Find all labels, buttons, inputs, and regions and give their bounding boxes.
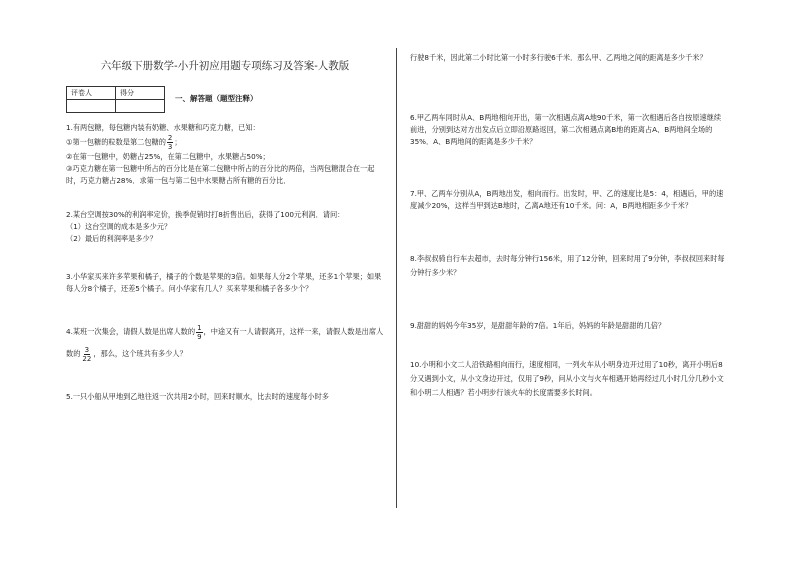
question-10: 10.小明和小文二人沿铁路相向而行，速度相同，一列火车从小明身边开过用了10秒，离开小明后8分又遇到小文，从小文身边开过，仅用了9秒，问从小文与火车相遇开始再经过几小时几分几秒小文和小明二人相遇？若小明步行该火车的长度需要多长时间。 [410, 360, 724, 397]
q1-condition-3: ③巧克力糖在第一包糖中所占的百分比是在第二包糖中所占的百分比的两倍，当两包糖混合在一起时，巧克力糖占28%．求第一包与第二包中水果糖占所有糖的百分比． [66, 164, 375, 185]
q5-stem: 5.一只小船从甲地到乙地往返一次共用2小时，回来时顺水，比去时的速度每小时多 [66, 392, 329, 401]
q4-fraction-2 [81, 346, 92, 363]
header-row [66, 84, 384, 114]
section-heading: 一、解答题（题型注释） [175, 94, 258, 103]
q2-sub-1: （1）这台空调的成本是多少元？ [66, 222, 172, 231]
q3-stem: 3.小华家买来许多苹果和橘子，橘子的个数是苹果的3倍。如果每人分2个苹果，还多1个苹果；如果每人分8个橘子，还差5个橘子。问小华家有几人？买来苹果和橘子各多少个？ [66, 272, 382, 293]
question-8: 8.李叔叔骑自行车去超市，去时每分钟行156米，用了12分钟，回来时用了9分钟，李叔叔回来时每分钟行多少米？ [410, 254, 725, 277]
q1-condition-1 [66, 134, 384, 151]
score-cell [116, 99, 165, 112]
q4-post: ，那么，这个班共有多少人？ [93, 349, 187, 358]
score-label: 得分 [116, 86, 165, 99]
q4-fraction-2-den: 22 [82, 354, 92, 363]
q4-fraction-1-num: 1 [197, 323, 202, 332]
column-divider [396, 48, 397, 508]
q1-stem: 1.有两包糖，每包糖内装有奶糖、水果糖和巧克力糖，已知： [66, 123, 260, 132]
score-table [66, 86, 165, 113]
question-1 [66, 122, 384, 187]
grader-label: 评卷人 [67, 86, 116, 99]
q4-fraction-1-den: 9 [197, 332, 202, 341]
q5-continued: 行驶8千米，因此第二小时比第一小时多行驶6千米．那么甲、乙两地之间的距离是多少千米？ [410, 53, 707, 62]
q1-cond1-text: ①第一包糖的粒数是第二包糖的 [66, 137, 166, 147]
left-column [66, 52, 384, 403]
question-6: 6.甲乙两车同时从A、B两地相向开出，第一次相遇点离A地90千米，第一次相遇后各自按原速继续前进，分别到达对方出发点后立即沿原路返回，第二次相遇点离B地的距离占A、B两地间全场的35%．A、B两地间的距离是多少千米？ [410, 113, 722, 146]
q4-fraction-1 [196, 324, 202, 341]
q1-fraction-num: 2 [167, 134, 173, 142]
q4-pre: 4.某班一次集会，请假人数是出席人数的 [66, 327, 196, 336]
right-column [410, 52, 728, 400]
q1-cond1-end: ； [174, 137, 182, 147]
question-5 [66, 391, 384, 403]
q4-fraction-2-num: 3 [84, 345, 90, 354]
q4-text [66, 321, 384, 365]
q2-stem: 2.某台空调按30%的利润率定价，换季促销时打8折售出后，获得了100元利润．请问： [66, 210, 345, 219]
question-7: 7.甲、乙两车分别从A，B两地出发，相向而行。出发时，甲、乙的速度比是5：4，相遇后，甲的速度减少20%，这样当甲到达B地时，乙离A地还有10千米。问：A，B两地相距多少千米？ [410, 189, 724, 210]
question-4 [66, 321, 384, 365]
question-9: 9.甜甜的妈妈今年35岁，是甜甜年龄的7倍。1年后，妈妈的年龄是甜甜的几倍？ [410, 321, 666, 330]
q1-fraction [167, 134, 173, 151]
page-title: 六年级下册数学-小升初应用题专项练习及答案-人教版 [100, 60, 350, 72]
q2-sub-2: （2）最后的利润率是多少？ [66, 234, 157, 243]
grader-cell [67, 99, 116, 112]
q1-condition-2: ②在第一包糖中，奶糖占25%，在第二包糖中，水果糖占50%； [66, 152, 270, 161]
question-2 [66, 209, 384, 245]
question-3 [66, 271, 384, 295]
q1-fraction-den: 3 [167, 143, 173, 151]
q4-mid: ，中途又有一人请假离开，这样一来，请假人数是出席人数的 [66, 327, 384, 358]
